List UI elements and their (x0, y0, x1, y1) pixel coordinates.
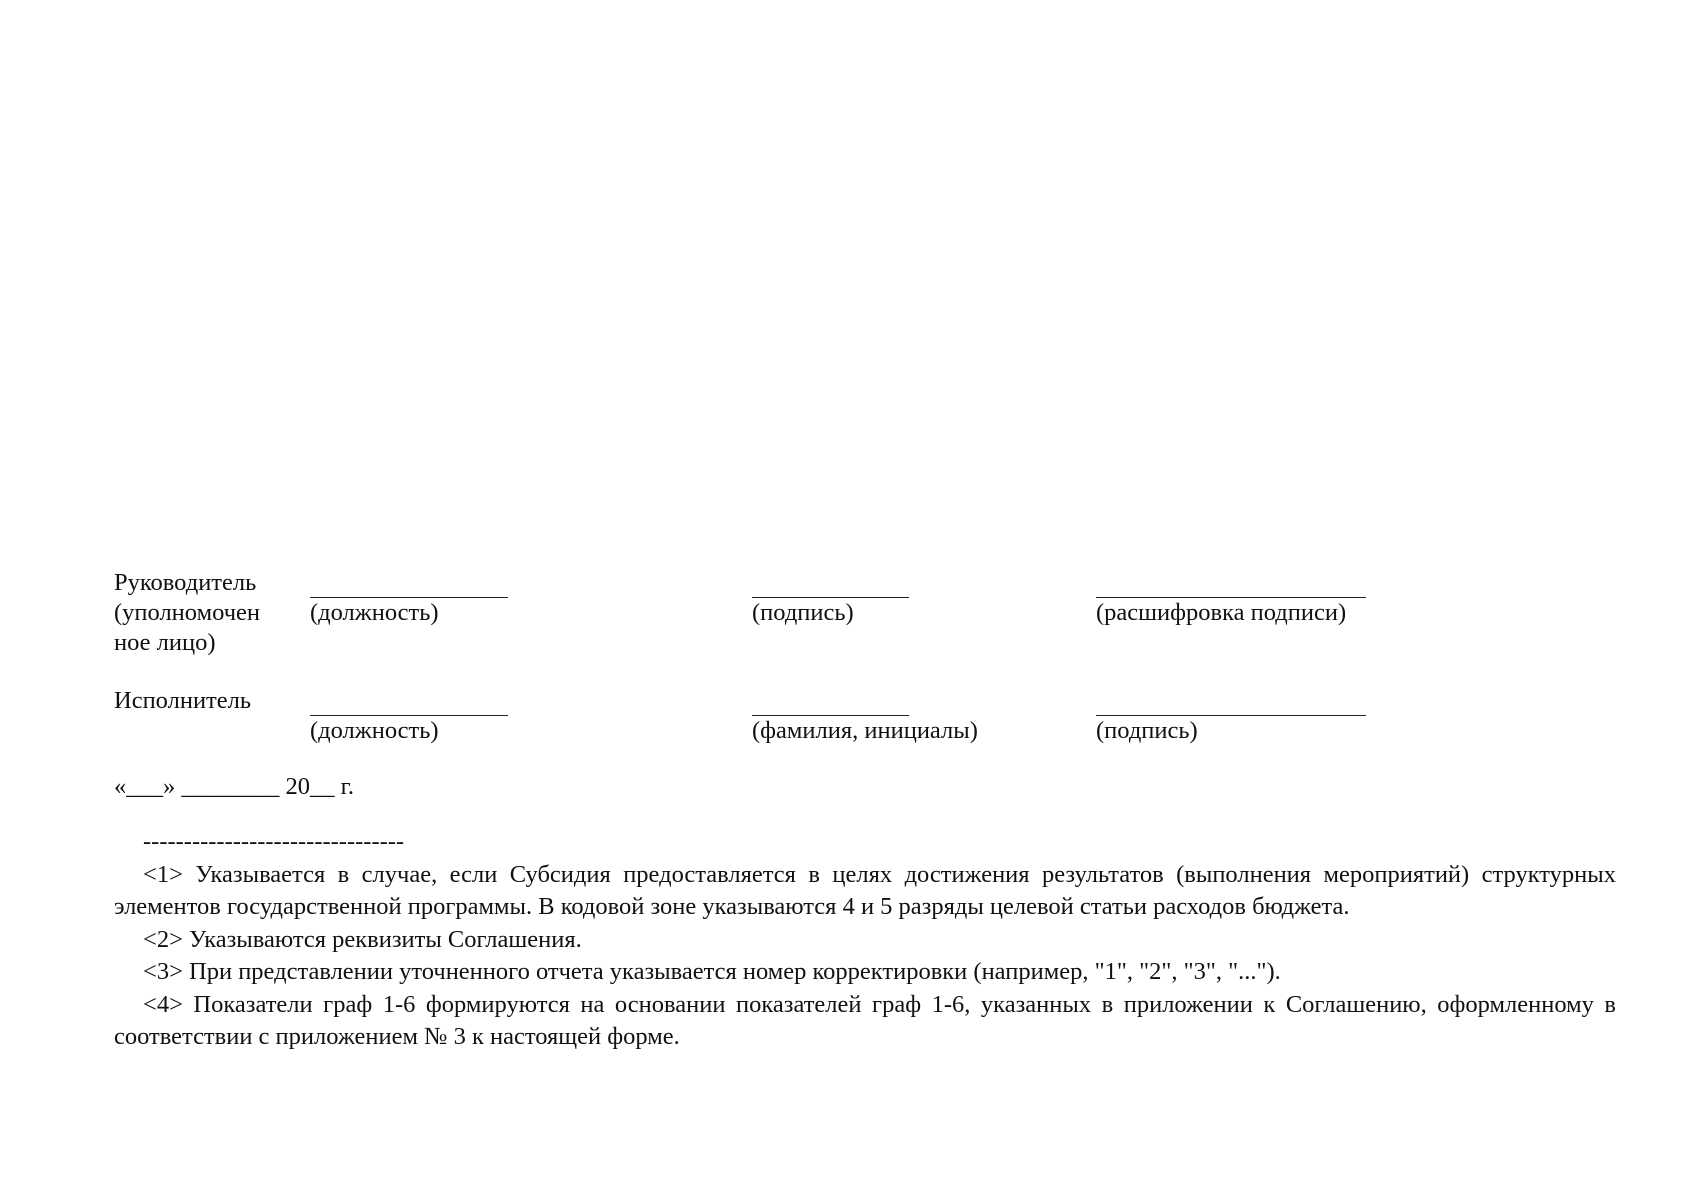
executor-label: Исполнитель (114, 687, 252, 714)
footnote-2: <2> Указываются реквизиты Соглашения. (143, 925, 582, 953)
head-caption-position: (должность) (310, 599, 439, 626)
executor-caption-position: (должность) (310, 717, 439, 744)
footnote-separator: -------------------------------- (143, 828, 405, 855)
head-caption-decoding: (расшифровка подписи) (1096, 599, 1347, 626)
head-caption-signature: (подпись) (752, 599, 854, 626)
footnotes (114, 826, 1616, 1054)
footnote-1: <1> Указывается в случае, если Субсидия предоставляется в целях достижения результатов (выполнения мероприятий) структурных элементов государственной программы. В кодовой зоне указываются 4 и 5 разряды целевой статьи расходов бюджета. (114, 860, 1616, 920)
date-line: «___» ________ 20__ г. (114, 773, 355, 800)
head-label: Руководитель (уполномочен ное лицо) (114, 569, 260, 656)
footnote-4: <4> Показатели граф 1-6 формируются на основании показателей граф 1-6, указанных в приложении к Соглашению, оформленному в соответствии с приложением № 3 к настоящей форме. (114, 990, 1616, 1050)
executor-caption-name: (фамилия, инициалы) (752, 717, 978, 744)
executor-caption-signature: (подпись) (1096, 717, 1198, 744)
footnote-3: <3> При представлении уточненного отчета указывается номер корректировки (например, "1", "2", "3", "..."). (143, 958, 1281, 985)
